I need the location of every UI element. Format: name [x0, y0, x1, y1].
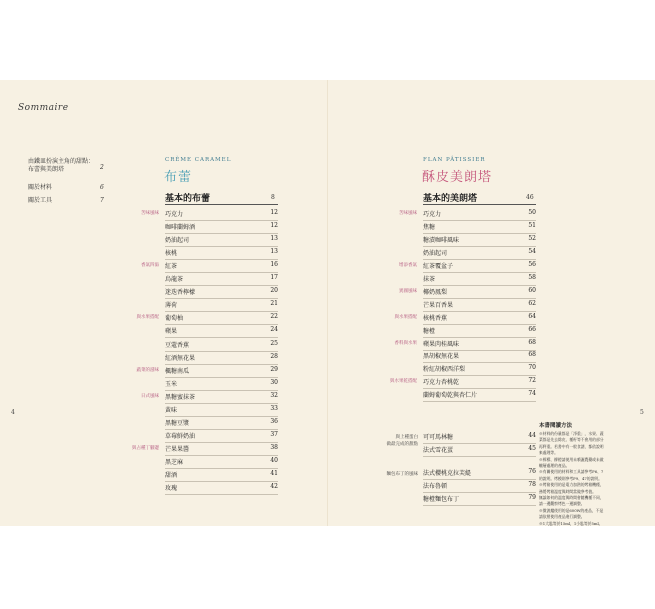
page-number: 68 [528, 338, 536, 346]
category-label: 蔬菜的滋味 [136, 367, 159, 373]
toc-row[interactable] [165, 469, 278, 482]
toc-row[interactable] [423, 389, 536, 402]
recipe-name: 法式雪花蛋 [423, 447, 454, 454]
page-number: 54 [528, 247, 536, 255]
category-label: 與水果搭配 [394, 314, 417, 320]
recipe-name: 焦糖 [423, 223, 436, 231]
page-number: 29 [270, 365, 278, 373]
recipe-name: 糖漬咖啡風味 [423, 236, 460, 244]
creme-subtitle-page: 8 [271, 194, 275, 201]
toc-row[interactable] [399, 286, 536, 299]
toc-row[interactable] [136, 365, 278, 378]
toc-item-materials[interactable]: 關於材料 [28, 184, 53, 191]
creme-recipe-list [132, 208, 278, 496]
flan-subtitle-page: 46 [526, 194, 534, 201]
recipe-name: 核桃 [165, 250, 178, 258]
recipe-name: 黃味 [165, 406, 178, 414]
notes-line: ※檸檬、柳橙請使用未噴灑農藥或未做 [539, 456, 604, 462]
category-label: 異國風味 [399, 288, 417, 294]
toc-row[interactable] [390, 376, 536, 389]
page-number: 56 [528, 260, 536, 268]
recipe-name: 糖橙 [423, 327, 436, 335]
page-number: 33 [270, 404, 278, 412]
creme-rule [165, 204, 278, 205]
page-number: 50 [528, 209, 536, 216]
recipe-name: 薄荷 [165, 302, 178, 310]
toc-row[interactable] [165, 482, 278, 495]
toc-row[interactable] [165, 378, 278, 391]
recipe-name: 黑胡椒無花果 [423, 353, 460, 361]
recipe-name: 黑芝麻 [165, 458, 184, 466]
flan-recipe-list [390, 208, 536, 403]
recipe-name: 椰奶鳳梨 [423, 288, 448, 296]
toc-item-materials-page: 6 [100, 184, 104, 191]
recipe-name: 甜酒 [165, 472, 178, 479]
recipe-name: 糖橙麵包布丁 [423, 496, 460, 503]
toc-row[interactable] [394, 338, 536, 351]
toc-row[interactable] [165, 286, 278, 299]
toc-row[interactable] [399, 208, 536, 221]
recipe-name: 巧克力 [423, 211, 442, 218]
recipe-name: 紅酒無花果 [165, 354, 196, 362]
reading-notes [539, 421, 627, 526]
recipe-name: 楓糖南瓜 [165, 367, 190, 375]
toc-row[interactable] [165, 221, 278, 234]
recipe-name: 蘋果肉桂風味 [423, 340, 460, 348]
toc-row[interactable] [141, 391, 278, 404]
folio-left: 4 [11, 409, 15, 416]
page-number: 20 [270, 287, 278, 295]
recipe-name: 粉紅胡椒西洋梨 [423, 366, 466, 374]
page-number: 12 [270, 209, 278, 216]
page-number: 78 [528, 481, 536, 488]
bottom-category-2: 麵包布丁的風味 [386, 472, 418, 477]
toc-row[interactable] [423, 299, 536, 312]
recipe-name: 玫瑰 [165, 485, 178, 493]
flan-chinese-title: 酥皮美朗塔 [422, 170, 493, 185]
page-number: 36 [270, 417, 278, 425]
recipe-name: 蘭姆葡萄乾與杏仁片 [423, 392, 478, 400]
toc-row[interactable] [136, 312, 278, 325]
creme-subtitle: 基本的布蕾 [165, 194, 211, 204]
notes-line: 菜都是先去除皮、種籽等不會用的部分 [539, 437, 604, 443]
recipe-name: 葡萄柚 [165, 315, 184, 323]
page-number: 13 [270, 235, 278, 243]
toc-item-tools-page: 7 [100, 197, 104, 204]
notes-line: 蠟層處理的產品。 [539, 463, 570, 469]
category-label: 苦味風味 [399, 211, 417, 216]
recipe-name: 奶油起司 [423, 249, 448, 257]
category-label: 苦味風味 [141, 211, 159, 216]
toc-item-tools[interactable]: 關於工具 [28, 197, 53, 204]
category-label: 增添香氣 [399, 262, 417, 268]
toc-row[interactable] [165, 339, 278, 352]
toc-row[interactable] [165, 352, 278, 365]
notes-line: 再秤重。若書中有一般食譜，都依說明 [539, 443, 604, 449]
page-number: 13 [270, 248, 278, 256]
notes-line: ※1大匙等於15ml，1小匙等於5ml。 [539, 520, 603, 526]
recipe-name: 咖啡蘭姆酒 [165, 224, 196, 232]
notes-line: ※材料的份量都是「淨重」，水果、蔬 [539, 431, 604, 436]
notes-line: ※有關使用的材料和工具請參考P6、7 [539, 469, 604, 475]
page-number: 70 [528, 364, 536, 372]
notes-title: 本書閱讀方法 [539, 423, 573, 429]
toc-row[interactable] [423, 273, 536, 286]
toc-row[interactable] [141, 260, 278, 273]
page-number: 40 [270, 456, 278, 464]
notes-line: ※烤箱使用的是電力加熱的烤箱機種， [539, 482, 604, 488]
toc-row[interactable] [165, 325, 278, 338]
toc-row[interactable] [165, 247, 278, 260]
flan-extra-list [423, 431, 536, 511]
toc-row[interactable] [394, 312, 536, 325]
page-number: 64 [528, 312, 536, 320]
toc-row[interactable] [165, 417, 278, 430]
page-number: 17 [270, 274, 278, 282]
page-number: 68 [528, 351, 536, 359]
page-number: 79 [528, 494, 536, 501]
flan-rule [423, 204, 536, 205]
toc-row[interactable] [165, 234, 278, 247]
notes-line: 務將烤箱溫度與時間當做參考值。 [539, 488, 596, 494]
page-number: 16 [270, 261, 278, 269]
toc-row[interactable] [165, 299, 278, 312]
recipe-name: 巧克力杏桃乾 [423, 379, 460, 387]
general-toc [28, 158, 110, 218]
toc-row[interactable] [423, 325, 536, 338]
recipe-name: 黑糖豆漿 [165, 419, 190, 427]
page-number: 32 [270, 391, 278, 399]
recipe-name: 法布魯頓 [423, 483, 448, 490]
toc-row[interactable] [423, 431, 536, 444]
recipe-name: 核桃香蕉 [423, 314, 448, 322]
recipe-name: 巧克力 [165, 211, 184, 218]
page-number: 28 [270, 352, 278, 360]
page-number: 38 [270, 443, 278, 451]
toc-row[interactable] [165, 273, 278, 286]
page-number: 45 [528, 445, 536, 452]
page-number: 30 [270, 378, 278, 386]
recipe-name: 豆蔻香蕉 [165, 341, 190, 349]
notes-line: 來處理等。 [539, 450, 558, 456]
category-label: 與占種丁腳邊 [132, 445, 159, 451]
toc-row[interactable] [423, 493, 536, 506]
toc-row[interactable] [423, 247, 536, 260]
page-number: 72 [528, 377, 536, 385]
page-number: 74 [528, 390, 536, 398]
category-label: 與水果乾搭配 [390, 379, 417, 385]
recipe-name: 法式櫻桃克拉芙緹 [423, 470, 472, 477]
recipe-name: 玉米 [165, 380, 178, 388]
sommaire-heading: Sommaire [18, 103, 69, 113]
notes-line: 請依照使用產品進行調整。 [539, 514, 585, 520]
row-divider [165, 494, 278, 495]
recipe-name: 可可馬林糖 [423, 434, 454, 441]
row-divider [423, 505, 536, 506]
page-number: 41 [270, 470, 278, 477]
notes-line: 的說明。烤模則參考P9、47的說明。 [539, 475, 602, 481]
creme-chinese-title: 布蕾 [164, 170, 193, 185]
page-number: 22 [270, 313, 278, 321]
creme-english-title: CRÈME CARAMEL [165, 157, 232, 163]
category-label: 香料與水果 [394, 340, 417, 346]
toc-row[interactable] [423, 234, 536, 247]
recipe-name: 迷迭香檸檬 [165, 289, 196, 297]
toc-row[interactable] [423, 363, 536, 376]
page-number: 51 [528, 221, 536, 229]
toc-row[interactable] [165, 404, 278, 417]
page-number: 60 [528, 286, 536, 294]
recipe-name: 烏龍茶 [165, 276, 184, 284]
page-number: 62 [528, 299, 536, 307]
page-number: 58 [528, 273, 536, 281]
flan-english-title: FLAN PÂTISSIER [423, 157, 486, 163]
row-divider [423, 401, 536, 402]
page-number: 25 [270, 339, 278, 347]
toc-row[interactable] [165, 430, 278, 443]
page-number: 21 [270, 300, 278, 308]
category-label: 與水果搭配 [136, 315, 159, 321]
category-label: 日式風味 [141, 393, 159, 399]
notes-body [539, 431, 627, 527]
page-number: 76 [528, 468, 536, 475]
recipe-name: 芒果果醬 [165, 445, 190, 453]
recipe-name: 黑糖蜜抹茶 [165, 393, 196, 401]
toc-row[interactable] [423, 350, 536, 363]
folio-right: 5 [640, 409, 644, 416]
notes-line: 請一邊觀察烤色一邊調整。 [539, 501, 585, 507]
toc-item-intro-page: 2 [100, 164, 104, 171]
notes-line: ※微波爐使用的是600W的產品，不是 [539, 507, 604, 513]
recipe-name: 奶油起司 [165, 237, 190, 245]
toc-row[interactable] [399, 260, 536, 273]
category-label: 香氣四溢 [141, 263, 159, 269]
recipe-name: 芒果百香果 [423, 301, 454, 309]
bottom-category-1: 與上種蛋白 做最完成的甜點 [386, 435, 418, 447]
toc-row[interactable] [423, 221, 536, 234]
toc-row[interactable] [132, 443, 278, 456]
notes-line: 無論如何的溫度與時間會隨機種不同， [539, 495, 604, 501]
recipe-name: 草莓鮮奶油 [165, 432, 196, 440]
toc-row[interactable] [165, 456, 278, 469]
toc-row[interactable] [141, 208, 278, 221]
recipe-name: 蘋果 [165, 328, 178, 336]
toc-row[interactable] [423, 480, 536, 493]
toc-row[interactable] [423, 467, 536, 480]
page-number: 24 [270, 326, 278, 334]
page-number: 12 [270, 222, 278, 230]
page-number: 44 [528, 432, 536, 439]
page-number: 37 [270, 430, 278, 438]
flan-subtitle: 基本的美朗塔 [423, 194, 478, 204]
toc-item-intro[interactable]: 由鐵皿扮演主角的甜點： 布蕾與美朗塔 [28, 158, 95, 173]
row-divider [423, 456, 536, 457]
gutter [327, 80, 328, 526]
page-number: 42 [270, 483, 278, 491]
toc-row[interactable] [423, 444, 536, 457]
page-number: 52 [528, 234, 536, 242]
recipe-name: 紅茶覆盆子 [423, 262, 454, 270]
page-number: 66 [528, 325, 536, 333]
recipe-name: 紅茶 [165, 263, 178, 271]
recipe-name: 抹茶 [423, 275, 436, 283]
